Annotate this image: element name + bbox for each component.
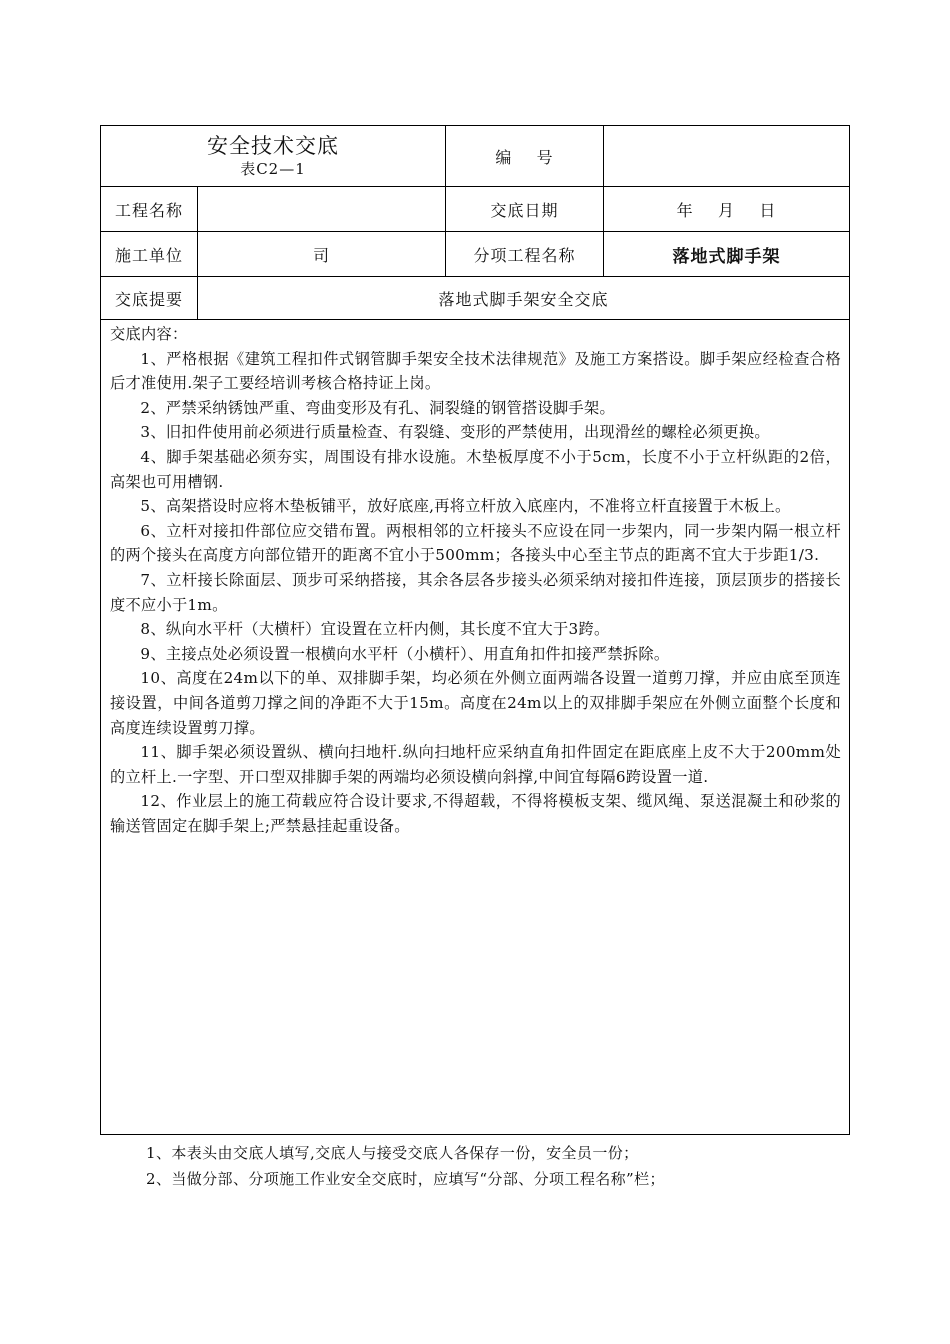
content-item: 6、立杆对接扣件部位应交错布置。两根相邻的立杆接头不应设在同一步架内，同一步架内隔一根立杆的两个接头在高度方向部位错开的距离不宜小于500mm；各接头中心至主节点的距离不宜大于步距1/3. <box>110 521 841 565</box>
project-name-field[interactable] <box>198 187 446 231</box>
header-row <box>101 126 849 187</box>
date-field[interactable]: 年 月 日 <box>676 200 777 220</box>
content-item: 3、旧扣件使用前必须进行质量检查、有裂缝、变形的严禁使用，出现滑丝的螺栓必须更换。 <box>140 423 770 442</box>
page-title: 安全技术交底 <box>207 134 339 158</box>
summary-row <box>101 277 849 320</box>
subproject-label: 分项工程名称 <box>446 232 604 276</box>
unit-label: 施工单位 <box>101 232 198 276</box>
summary-label: 交底提要 <box>101 277 198 319</box>
project-row <box>101 187 849 232</box>
number-label: 编 号 <box>446 126 604 186</box>
note-item: 1、本表头由交底人填写,交底人与接受交底人各保存一份，安全员一份； <box>146 1144 639 1162</box>
number-field[interactable] <box>604 126 849 186</box>
content-item: 9、主接点处必须设置一根横向水平杆（小横杆）、用直角扣件扣接严禁拆除。 <box>140 644 670 663</box>
content-item: 12、作业层上的施工荷载应符合设计要求,不得超载，不得将模板支架、缆风绳、泵送混凝土和砂浆的输送管固定在脚手架上;严禁悬挂起重设备。 <box>110 792 841 835</box>
summary-field[interactable]: 落地式脚手架安全交底 <box>438 289 609 309</box>
briefing-content <box>101 320 849 838</box>
content-item: 2、严禁采纳锈蚀严重、弯曲变形及有孔、洞裂缝的钢管搭设脚手架。 <box>140 398 615 417</box>
note-item: 2、当做分部、分项施工作业安全交底时，应填写“分部、分项工程名称”栏； <box>146 1170 665 1188</box>
date-label: 交底日期 <box>446 187 604 231</box>
content-item: 5、高架搭设时应将木垫板铺平，放好底座,再将立杆放入底座内，不准将立杆直接置于木板上。 <box>140 497 791 516</box>
unit-field[interactable]: 司 <box>198 232 446 276</box>
content-item: 4、脚手架基础必须夯实，周围设有排水设施。木垫板厚度不小于5cm，长度不小于立杆纵距的2倍，高架也可用槽钢. <box>110 447 841 491</box>
content-item: 8、纵向水平杆（大横杆）宜设置在立杆内侧，其长度不宜大于3跨。 <box>140 620 610 639</box>
content-item: 11、脚手架必须设置纵、横向扫地杆.纵向扫地杆应采纳直角扣件固定在距底座上皮不大于200mm处的立杆上.一字型、开口型双排脚手架的两端均必须设横向斜撑,中间宜每隔6跨设置一道. <box>110 743 841 786</box>
title-cell <box>101 126 446 186</box>
safety-briefing-form <box>100 125 850 1135</box>
content-item: 7、立杆接长除面层、顶步可采纳搭接，其余各层各步接头必须采纳对接扣件连接，顶层顶步的搭接长度不应小于1m。 <box>110 570 841 614</box>
subproject-field[interactable]: 落地式脚手架 <box>672 246 781 267</box>
content-item: 10、高度在24m以下的单、双排脚手架，均必须在外侧立面两端各设置一道剪刀撑，并应由底至顶连接设置，中间各道剪刀撑之间的净距不大于15m。高度在24m以上的双排脚手架应在外侧立面整个长度和高度连续设置剪刀撑。 <box>110 669 841 737</box>
unit-row <box>101 232 849 277</box>
content-item: 1、严格根据《建筑工程扣件式钢管脚手架安全技术法律规范》及施工方案搭设。脚手架应经检查合格后才准使用.架子工要经培训考核合格持证上岗。 <box>110 349 841 393</box>
project-name-label: 工程名称 <box>101 187 198 231</box>
form-number: 表C2—1 <box>240 160 306 178</box>
content-heading: 交底内容： <box>110 325 188 343</box>
footer-notes <box>146 1140 665 1192</box>
